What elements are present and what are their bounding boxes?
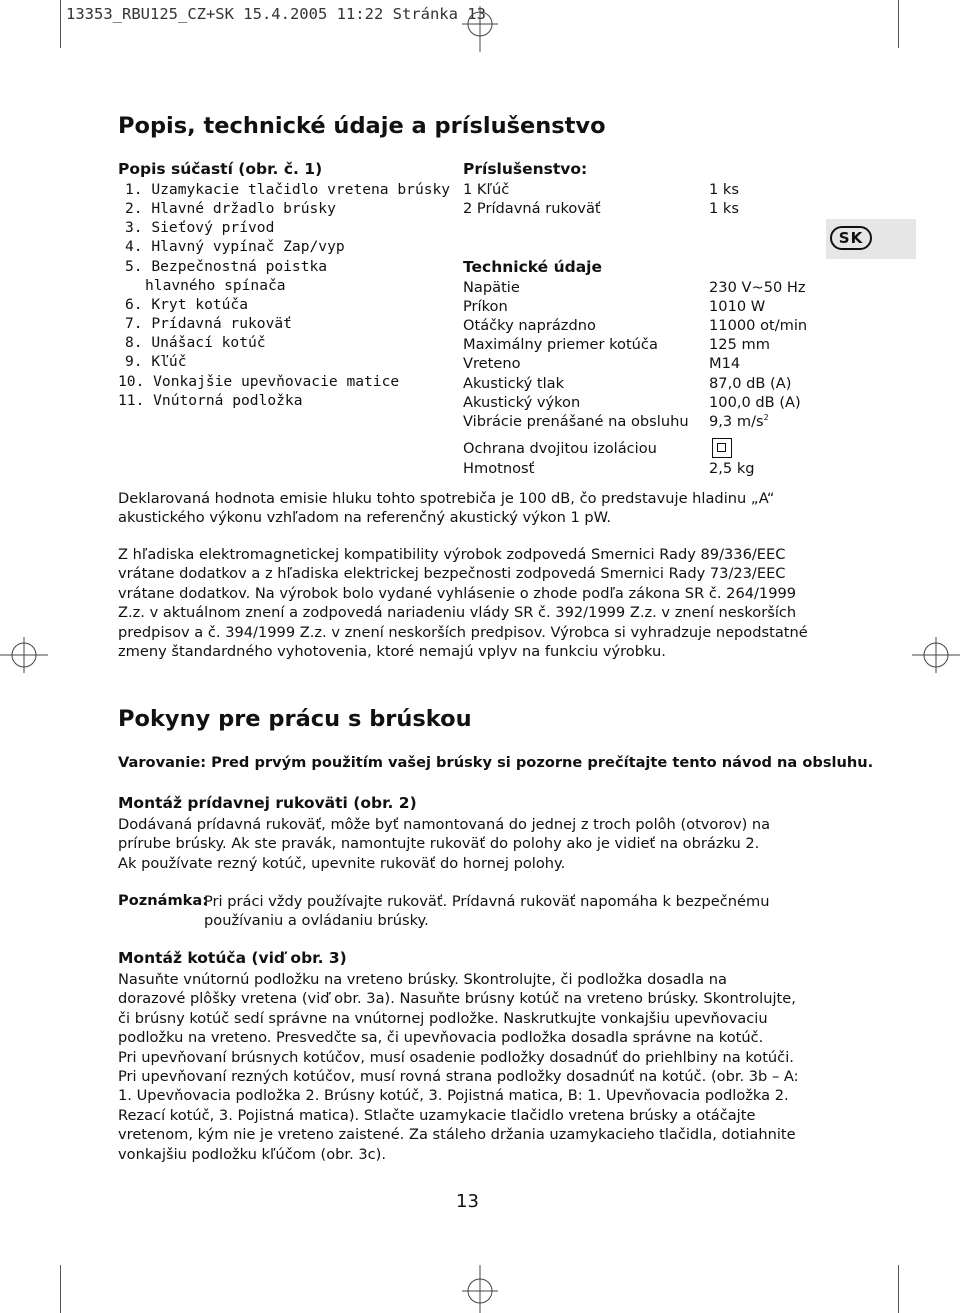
paragraph-line: Pri upevňovaní rezných kotúčov, musí rovná strana podložky dosadnúť na kotúč. (obr. 3b – A: [118, 1068, 799, 1086]
paragraph-line: vonkajšiu podložku kľúčom (obr. 3c). [118, 1145, 386, 1163]
double-insulation-inner-square [717, 443, 726, 452]
spec-label: Akustický výkon [463, 394, 581, 411]
paragraph-line: Deklarovaná hodnota emisie hluku tohto spotrebiča je 100 dB, čo predstavuje hladinu „A“ [118, 490, 775, 507]
section-title: Pokyny pre prácu s brúskou [118, 706, 472, 732]
spec-label: Otáčky naprázdno [463, 317, 596, 334]
paragraph-line: Dodávaná prídavná rukoväť, môže byť namontovaná do jednej z troch polôh (otvorov) na [118, 816, 771, 833]
weight-value: 2,5 kg [709, 460, 755, 477]
accessory-qty: 1 ks [709, 200, 739, 217]
crop-mark-bottom-right [898, 1265, 899, 1313]
language-badge: SK [830, 226, 872, 250]
page-title: Popis, technické údaje a príslušenstvo [118, 113, 606, 139]
list-item: 11. Vnútorná podložka [118, 392, 303, 409]
registration-mark-top [462, 6, 498, 52]
spec-value: 11000 ot/min [709, 317, 808, 334]
registration-mark-right [912, 637, 960, 673]
paragraph-line: dorazové plôšky vretena (viď obr. 3a). Nasuňte brúsny kotúč na vreteno brúsky. Skontrolujte, [118, 990, 796, 1008]
list-item: 2. Hlavné držadlo brúsky [125, 200, 336, 217]
list-item: 8. Unášací kotúč [125, 334, 266, 351]
spec-label: Vibrácie prenášané na obsluhu [463, 413, 689, 430]
spec-value: 100,0 dB (A) [709, 394, 801, 411]
paragraph-line: podložku na vreteno. Presvedčte sa, či upevňovacia podložka dosadla správne na kotúč. [118, 1029, 764, 1047]
note-label: Poznámka: [118, 892, 209, 909]
parts-heading: Popis súčastí (obr. č. 1) [118, 160, 323, 178]
spec-value: M14 [709, 355, 741, 372]
list-item: 6. Kryt kotúča [125, 296, 249, 313]
crop-mark-top-left [60, 0, 61, 48]
paragraph-line: vrátane dodatkov a z hľadiska elektrickej bezpečnosti zodpovedá Smernici Rady 73/23/EEC [118, 565, 786, 583]
registration-mark-bottom [462, 1265, 498, 1313]
language-tab [826, 219, 916, 259]
paragraph-line: predpisov a č. 394/1999 Z.z. v znení neskorších predpisov. Výrobca si vyhradzuje nepodstatné [118, 623, 808, 641]
list-item: 10. Vonkajšie upevňovacie matice [118, 373, 400, 390]
list-item: hlavného spínača [145, 277, 286, 294]
vibration-value: 9,3 m/s [709, 413, 764, 430]
disc-section-body [118, 970, 838, 1164]
spec-value: 87,0 dB (A) [709, 375, 792, 392]
noise-paragraph [118, 489, 838, 528]
accessories-heading: Príslušenstvo: [463, 160, 588, 178]
spec-label: Napätie [463, 279, 520, 296]
paragraph-line: vretenom, kým nie je vreteno zaistené. Za stáleho držania uzamykacieho tlačidla, dotiahnite [118, 1126, 796, 1144]
spec-label: Príkon [463, 298, 508, 315]
paragraph-line: či brúsny kotúč sedí správne na vnútornej podložke. Naskrutkujte vonkajšiu upevňovaciu [118, 1009, 768, 1027]
note-body [204, 892, 824, 931]
weight-label: Hmotnosť [463, 460, 535, 477]
paragraph-line: prírube brúsky. Ak ste pravák, namontujte rukoväť do polohy ako je vidieť na obrázku 2. [118, 835, 760, 853]
spec-value: 125 mm [709, 336, 770, 353]
list-item: 1. Uzamykacie tlačidlo vretena brúsky [125, 181, 451, 198]
print-header: 13353_RBU125_CZ+SK 15.4.2005 11:22 Stránka 13 [66, 5, 486, 23]
technical-data-heading: Technické údaje [463, 258, 603, 276]
paragraph-line: Rezací kotúč, 3. Pojistná matica). Stlačte uzamykacie tlačidlo vretena brúsky a otáčajte [118, 1106, 756, 1124]
handle-section-body [118, 815, 838, 873]
paragraph-line: Pri práci vždy používajte rukoväť. Prídavná rukoväť napomáha k bezpečnému [204, 893, 770, 910]
warning-text: Varovanie: Pred prvým použitím vašej brúsky si pozorne prečítajte tento návod na obsluhu. [118, 754, 874, 771]
spec-label: Akustický tlak [463, 375, 565, 392]
spec-label: Vreteno [463, 355, 521, 372]
list-item: 4. Hlavný vypínač Zap/vyp [125, 238, 345, 255]
page-number: 13 [456, 1191, 479, 1212]
paragraph-line: 1. Upevňovacia podložka 2. Brúsny kotúč, 3. Pojistná matica, B: 1. Upevňovacia podložka 2. [118, 1087, 789, 1105]
handle-section-heading: Montáž prídavnej rukoväti (obr. 2) [118, 794, 417, 812]
double-insulation-icon [712, 438, 732, 458]
spec-value-vibration [709, 413, 769, 430]
paragraph-line: používaniu a ovládaniu brúsky. [204, 912, 429, 930]
paragraph-line: zmeny štandardného vyhotovenia, ktoré nemajú vplyv na funkciu výrobku. [118, 643, 666, 661]
accessory-qty: 1 ks [709, 181, 739, 198]
paragraph-line: Nasuňte vnútornú podložku na vreteno brúsky. Skontrolujte, či podložka dosadla na [118, 971, 727, 988]
registration-mark-left [0, 637, 48, 673]
insulation-label: Ochrana dvojitou izoláciou [463, 440, 657, 457]
paragraph-line: Z.z. v aktuálnom znení a zodpovedá nariadeniu vlády SR č. 392/1999 Z.z. v znení neskorších [118, 604, 797, 622]
crop-mark-top-right [898, 0, 899, 48]
disc-section-heading: Montáž kotúča (viď obr. 3) [118, 949, 347, 967]
paragraph-line: Ak používate rezný kotúč, upevnite rukoväť do hornej polohy. [118, 854, 566, 872]
accessory-name: 2 Prídavná rukoväť [463, 200, 601, 217]
accessory-name: 1 Kľúč [463, 181, 510, 198]
list-item: 5. Bezpečnostná poistka [125, 258, 328, 275]
superscript: 2 [763, 413, 769, 423]
crop-mark-bottom-left [60, 1265, 61, 1313]
emc-paragraph [118, 545, 838, 661]
paragraph-line: Pri upevňovaní brúsnych kotúčov, musí osadenie podložky dosadnúť do priehlbiny na kotúči. [118, 1048, 794, 1066]
list-item: 9. Kľúč [125, 353, 187, 370]
paragraph-line: akustického výkonu vzhľadom na referenčný akustický výkon 1 pW. [118, 509, 612, 527]
list-item: 7. Prídavná rukoväť [125, 315, 292, 332]
spec-label: Maximálny priemer kotúča [463, 336, 658, 353]
list-item: 3. Sieťový prívod [125, 219, 275, 236]
paragraph-line: Z hľadiska elektromagnetickej kompatibility výrobok zodpovedá Smernici Rady 89/336/EEC [118, 546, 786, 563]
spec-value: 1010 W [709, 298, 766, 315]
spec-value: 230 V~50 Hz [709, 279, 806, 296]
paragraph-line: vrátane dodatkov. Na výrobok bolo vydané vyhlásenie o zhode podľa zákona SR č. 264/1999 [118, 584, 797, 602]
